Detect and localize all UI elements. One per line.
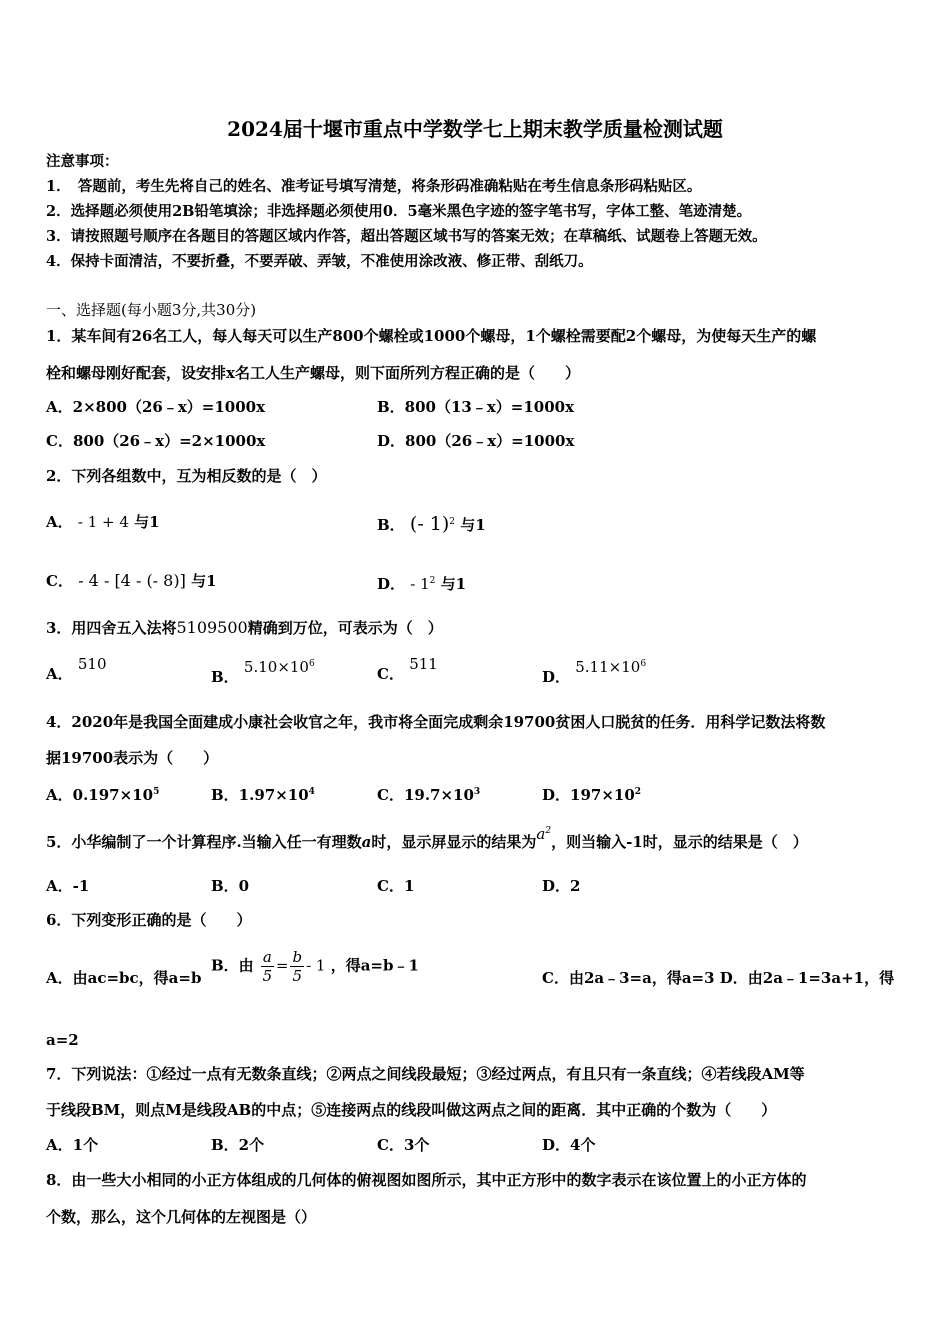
section-heading: 一、选择题(每小题3分,共30分) xyxy=(46,301,257,319)
q5-stem-pre: 5．小华编制了一个计算程序.当输入任一有理数 xyxy=(46,833,362,851)
q7-option-b: B．2个 xyxy=(211,1136,265,1154)
q2-option-c-label: C． xyxy=(46,572,73,590)
q8-stem-line2: 个数，那么，这个几何体的左视图是（） xyxy=(46,1208,317,1226)
q7-option-d: D．4个 xyxy=(542,1136,596,1154)
q4-option-d-exp: 2 xyxy=(634,787,642,797)
q6-option-b-equals: = xyxy=(275,956,289,975)
q1-option-c: C．800（26﹣x）=2×1000x xyxy=(46,432,266,450)
notice-4: 4．保持卡面清洁，不要折叠，不要弄破、弄皱，不准使用涂改液、修正带、刮纸刀。 xyxy=(46,253,593,270)
q4-option-c xyxy=(377,782,480,805)
q7-option-c: C．3个 xyxy=(377,1136,430,1154)
q3-option-b-label: B． xyxy=(211,668,239,686)
q3-option-b-exp: 6 xyxy=(308,659,315,669)
q4-option-d-text: D．197×10 xyxy=(542,786,635,804)
notice-2: 2．选择题必须使用2B铅笔填涂；非选择题必须使用0．5毫米黑色字迹的签字笔书写，字体工整、笔迹清楚。 xyxy=(46,203,752,220)
page-title: 2024届十堰市重点中学数学七上期末教学质量检测试题 xyxy=(227,117,723,141)
q3-stem-number: 5109500 xyxy=(176,618,248,637)
q2-option-c xyxy=(46,571,217,591)
q5-stem-post: ，则当输入-1时，显示的结果是（ ） xyxy=(551,833,808,851)
q4-option-b-text: B．1.97×10 xyxy=(211,786,309,804)
q7-stem-line2: 于线段BM，则点M是线段AB的中点；⑤连接两点的线段叫做这两点之间的距离．其中正确的个数为（ ） xyxy=(46,1101,777,1119)
q4-option-c-exp: 3 xyxy=(473,787,481,797)
q3-option-d-math xyxy=(575,658,646,676)
q5-result-expr xyxy=(536,825,551,843)
q3-option-a xyxy=(46,655,107,684)
q3-option-c xyxy=(377,655,438,684)
q4-option-c-text: C．19.7×10 xyxy=(377,786,474,804)
q2-option-a-label: A． xyxy=(46,513,73,531)
q1-option-a: A．2×800（26﹣x）=1000x xyxy=(46,398,266,416)
q1-stem-line2: 栓和螺母刚好配套，设安排x名工人生产螺母，则下面所列方程正确的是（ ） xyxy=(46,364,580,382)
q1-option-d: D．800（26﹣x）=1000x xyxy=(377,432,575,450)
q2-option-c-math: - 4 - [4 - (- 8)] xyxy=(78,571,186,590)
q3-option-b-math xyxy=(244,658,315,676)
q5-option-b: B．0 xyxy=(211,877,250,895)
notice-heading: 注意事项： xyxy=(46,153,119,170)
q3-option-d-label: D． xyxy=(542,668,571,686)
notice-1: 1． 答题前，考生先将自己的姓名、准考证号填写清楚，将条形码准确粘贴在考生信息条形码粘贴区。 xyxy=(46,178,702,195)
q3-option-c-label: C． xyxy=(377,665,404,683)
q2-option-a-tail: 与1 xyxy=(134,513,160,531)
q2-option-c-tail: 与1 xyxy=(191,572,217,590)
q5-option-a: A．-1 xyxy=(46,877,90,895)
q5-result-base: a xyxy=(536,825,546,843)
q6-option-b-pre: B．由 xyxy=(211,956,254,975)
q6-option-b-fraction-1 xyxy=(261,948,274,985)
q6-option-b-fraction-2 xyxy=(290,948,304,985)
q4-option-a-exp: 5 xyxy=(153,787,160,797)
q2-option-b xyxy=(377,512,486,535)
q6-fraction-1-numerator: a xyxy=(262,948,272,966)
q3-option-b xyxy=(211,658,315,687)
q6-option-cd: C．由2a﹣3=a，得a=3 D．由2a﹣1=3a+1，得 xyxy=(542,969,895,987)
q7-option-a: A．1个 xyxy=(46,1136,99,1154)
q4-option-a xyxy=(46,782,159,805)
q5-stem xyxy=(46,825,808,852)
q4-option-b xyxy=(211,782,315,805)
q6-fraction-1-denominator: 5 xyxy=(262,967,273,985)
q5-stem-mid: 时，显示屏显示的结果为 xyxy=(371,833,537,851)
q5-option-c: C．1 xyxy=(377,877,415,895)
q4-option-d xyxy=(542,782,641,805)
q3-option-d-mantissa: 5.11×10 xyxy=(575,658,641,676)
q4-stem-line1: 4．2020年是我国全面建成小康社会收官之年，我市将全面完成剩余19700贫困人口脱贫的任务．用科学记数法将数 xyxy=(46,713,826,731)
q3-stem-pre: 3．用四舍五入法将 xyxy=(46,619,177,637)
q2-option-a-math: - 1 + 4 xyxy=(77,513,129,531)
q2-option-d-label: D． xyxy=(377,575,406,593)
q6-fraction-2-numerator: b xyxy=(292,948,303,966)
q6-option-a: A．由ac=bc，得a=b xyxy=(46,969,202,987)
q2-option-d xyxy=(377,571,466,594)
q6-option-b-minus-one: - 1 xyxy=(306,956,326,975)
q2-stem: 2．下列各组数中，互为相反数的是（ ） xyxy=(46,467,327,485)
q3-stem-post: 精确到万位，可表示为（ ） xyxy=(247,619,443,637)
q3-option-a-math: 510 xyxy=(77,655,107,673)
notice-3: 3．请按照题号顺序在各题目的答题区域内作答，超出答题区域书写的答案无效；在草稿纸、试题卷上答题无效。 xyxy=(46,228,767,245)
q6-stem: 6．下列变形正确的是（ ） xyxy=(46,911,252,929)
q8-stem-line1: 8．由一些大小相同的小正方体组成的几何体的俯视图如图所示，其中正方形中的数字表示在该位置上的小正方体的 xyxy=(46,1171,807,1189)
q1-stem-line1: 1．某车间有26名工人，每人每天可以生产800个螺栓或1000个螺母，1个螺栓需要配2个螺母，为使每天生产的螺 xyxy=(46,327,817,345)
q3-option-c-math: 511 xyxy=(409,655,438,673)
q2-option-b-label: B． xyxy=(377,516,405,534)
q6-option-b xyxy=(211,948,419,985)
q2-option-b-base: (- 1) xyxy=(409,513,450,535)
q5-var-a: a xyxy=(361,833,372,851)
q2-option-a xyxy=(46,512,160,532)
q2-option-d-exp: 2 xyxy=(429,576,436,586)
q4-option-a-text: A．0.197×10 xyxy=(46,786,154,804)
q3-stem xyxy=(46,618,443,638)
q3-option-d xyxy=(542,658,647,687)
q3-option-a-label: A． xyxy=(46,665,73,683)
q6-option-b-post: ，得a=b﹣1 xyxy=(330,956,419,975)
q2-option-d-base: - 1 xyxy=(410,575,430,593)
q7-stem-line1: 7．下列说法：①经过一点有无数条直线；②两点之间线段最短；③经过两点，有且只有一条直线；④若线段AM等 xyxy=(46,1065,805,1083)
q2-option-b-exp: 2 xyxy=(449,517,456,527)
q3-option-b-mantissa: 5.10×10 xyxy=(243,658,309,676)
q6-fraction-2-denominator: 5 xyxy=(292,967,303,985)
q3-option-d-exp: 6 xyxy=(640,659,647,669)
q4-option-b-exp: 4 xyxy=(308,787,315,797)
q4-stem-line2: 据19700表示为（ ） xyxy=(46,749,219,767)
q2-option-b-tail: 与1 xyxy=(460,516,486,534)
q1-option-b: B．800（13﹣x）=1000x xyxy=(377,398,575,416)
q2-option-d-tail: 与1 xyxy=(440,575,467,593)
q5-result-exp: 2 xyxy=(545,826,552,836)
q5-option-d: D．2 xyxy=(542,877,581,895)
q6-option-d-continued: a=2 xyxy=(46,1031,79,1049)
